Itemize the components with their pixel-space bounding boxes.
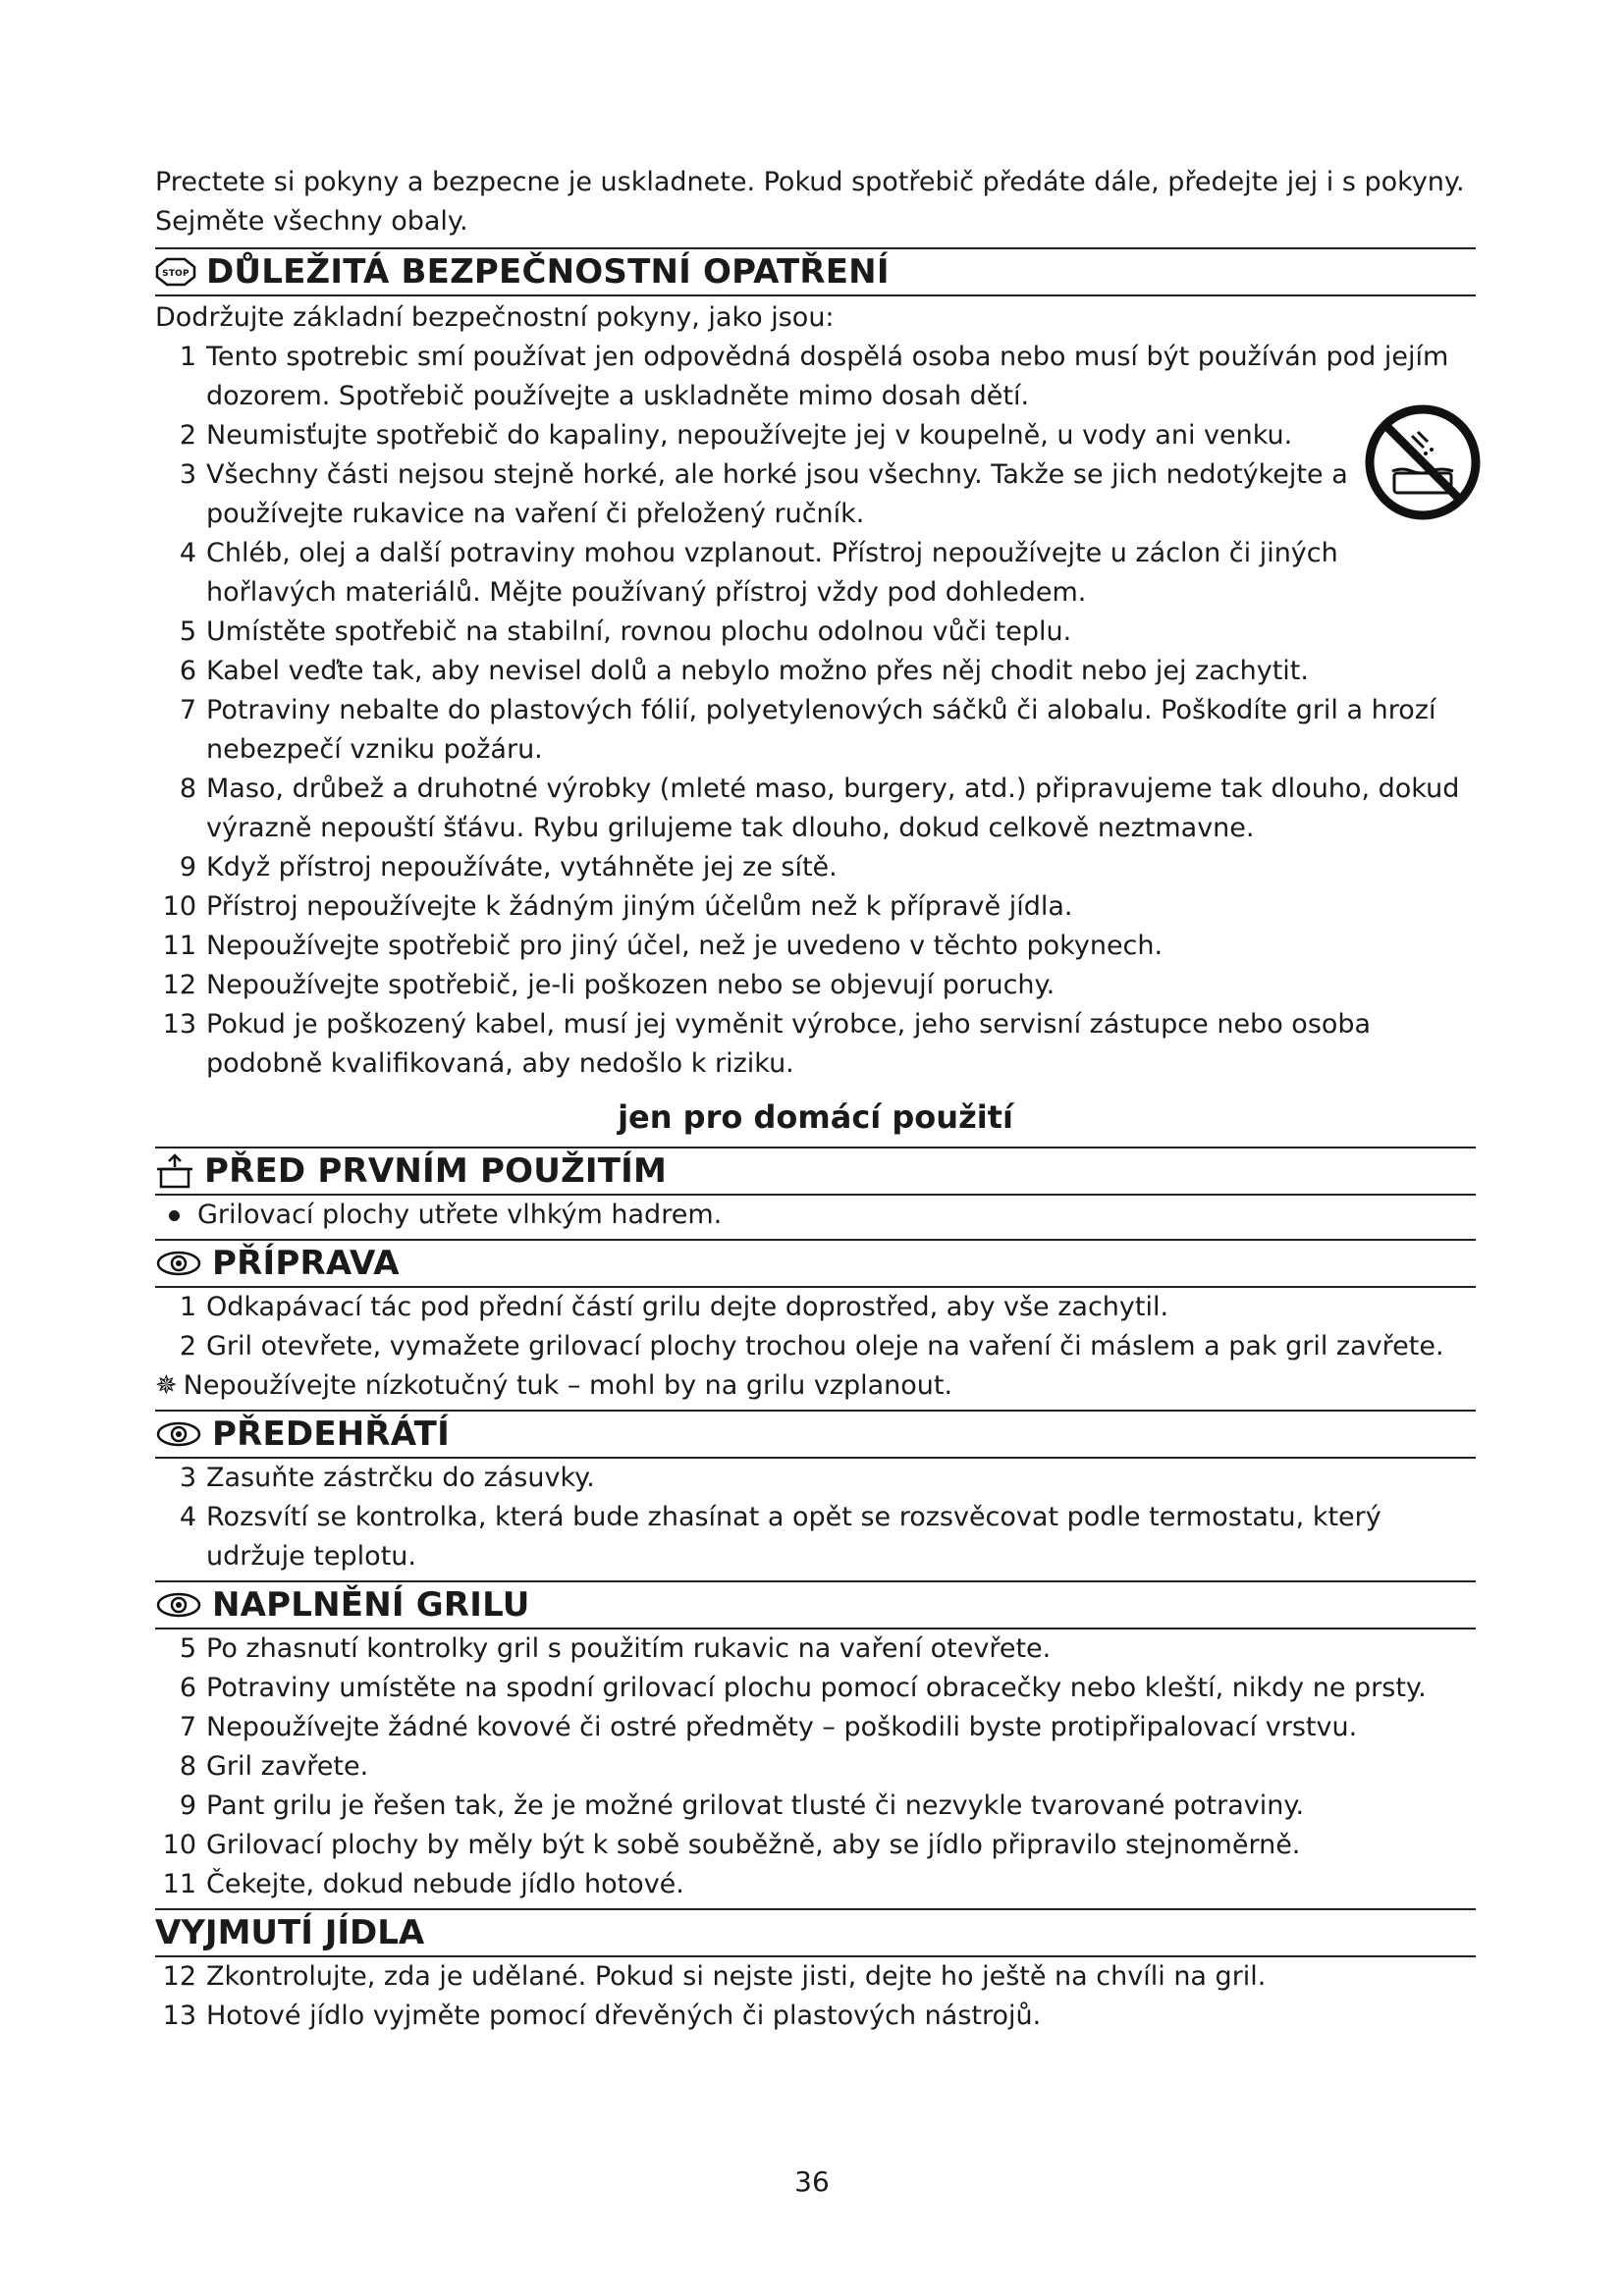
list-item: 12 Zkontrolujte, zda je udělané. Pokud si nejste jisti, dejte ho ještě na chvíli na gril. (162, 1961, 1267, 1992)
list-item: 3 Všechny části nejsou stejně horké, ale horké jsou všechny. Takže se jich nedotýkejte a používejte rukavice na vaření či přeložený ručník. (179, 459, 1348, 529)
list-item: 11 Čekejte, dokud nebude jídlo hotové. (162, 1869, 684, 1899)
warning-star-icon: ✵ (155, 1370, 178, 1401)
list-item: 5 Umístěte spotřebič na stabilní, rovnou plochu odolnou vůči teplu. (179, 616, 1072, 647)
page-number: 36 (794, 2165, 830, 2198)
list-item: 6 Potraviny umístěte na spodní grilovací plochu pomocí obracečky nebo kleští, nikdy ne prsty. (179, 1673, 1427, 1703)
preheat-title: PŘEDEHŘÁTÍ (212, 1415, 450, 1454)
list-item: 1 Tento spotrebic smí používat jen odpovědná dospělá osoba nebo musí být používán pod jejím dozorem. Spotřebič používejte a uskladněte mimo dosah dětí. (179, 342, 1449, 411)
list-item: 7 Nepoužívejte žádné kovové či ostré předměty – poškodili byste protipřipalovací vrstvu. (179, 1712, 1358, 1742)
stop-icon-label: STOP (162, 269, 189, 279)
preheat-list (155, 1459, 1476, 1576)
list-item: 2 Gril otevřete, vymažete grilovací plochy trochou oleje na vaření či máslem a pak gril zavřete. (179, 1331, 1444, 1362)
stop-icon (155, 257, 196, 287)
before-first-use-title: PŘED PRVNÍM POUŽITÍM (204, 1151, 667, 1191)
preparation-heading (155, 1239, 1476, 1288)
before-first-use-heading (155, 1147, 1476, 1196)
preparation-list (155, 1288, 1476, 1366)
safety-list (155, 338, 1476, 1084)
list-item: 13 Hotové jídlo vyjměte pomocí dřevěných či plastových nástrojů. (162, 2001, 1042, 2031)
list-item: 9 Pant grilu je řešen tak, že je možné grilovat tlusté či nezvykle tvarované potraviny. (179, 1790, 1305, 1821)
preheat-heading (155, 1410, 1476, 1459)
removal-title: VYJMUTÍ JÍDLA (155, 1913, 425, 1952)
list-item: 2 Neumisťujte spotřebič do kapaliny, nepoužívejte jej v koupelně, u vody ani venku. (179, 420, 1293, 451)
list-item: 12 Nepoužívejte spotřebič, je-li poškozen nebo se objevují poruchy. (162, 970, 1056, 1000)
list-item: 11 Nepoužívejte spotřebič pro jiný účel, než je uvedeno v těchto pokynech. (162, 931, 1164, 961)
list-item: 5 Po zhasnutí kontrolky gril s použitím rukavic na vaření otevřete. (179, 1633, 1052, 1664)
box-open-icon (155, 1153, 194, 1189)
filling-title: NAPLNĚNÍ GRILU (212, 1585, 530, 1625)
no-water-icon (1363, 402, 1483, 526)
safety-heading (155, 247, 1476, 296)
preparation-title: PŘÍPRAVA (212, 1244, 400, 1283)
eye-icon (155, 1250, 202, 1277)
list-item: 7 Potraviny nebalte do plastových fólií, polyetylenových sáčků či alobalu. Poškodíte gril a hrozí nebezpečí vzniku požáru. (179, 695, 1436, 765)
safety-title: DŮLEŽITÁ BEZPEČNOSTNÍ OPATŘENÍ (206, 252, 890, 292)
list-item: 13 Pokud je poškozený kabel, musí jej vyměnit výrobce, jeho servisní zástupce nebo osoba podobně kvalifikovaná, aby nedošlo k riziku. (162, 1009, 1372, 1079)
preparation-warning: ✵ Nepoužívejte nízkotučný tuk – mohl by na grilu vzplanout. (155, 1370, 953, 1401)
removal-list (155, 1957, 1476, 2036)
list-item: 10 Grilovací plochy by měly být k sobě souběžně, aby se jídlo připravilo stejnoměrně. (162, 1830, 1301, 1860)
list-item: 1 Odkapávací tác pod přední částí grilu dejte doprostřed, aby vše zachytil. (179, 1292, 1169, 1322)
bullet-dot (169, 1210, 180, 1221)
intro-text: Prectete si pokyny a bezpecne je uskladnete. Pokud spotřebič předáte dále, předejte jej i s pokyny. Sejměte všechny obaly. (155, 167, 1465, 237)
list-item: 3 Zasuňte zástrčku do zásuvky. (179, 1463, 595, 1493)
removal-heading (155, 1908, 1476, 1957)
filling-list (155, 1629, 1476, 1904)
list-item: 10 Přístroj nepoužívejte k žádným jiným účelům než k přípravě jídla. (162, 891, 1073, 922)
household-note: jen pro domácí použití (618, 1098, 1013, 1136)
list-item: 6 Kabel veďte tak, aby nevisel dolů a nebylo možno přes něj chodit nebo jej zachytit. (179, 656, 1309, 686)
list-item: 8 Maso, drůbež a druhotné výrobky (mleté maso, burgery, atd.) připravujeme tak dlouho, dokud výrazně nepouští šťávu. Rybu grilujeme tak dlouho, dokud celkově neztmavne. (179, 774, 1460, 843)
list-item: 4 Chléb, olej a další potraviny mohou vzplanout. Přístroj nepoužívejte u záclon či jiných hořlavých materiálů. Mějte používaný přístroj vždy pod dohledem. (179, 538, 1338, 608)
eye-icon (155, 1420, 202, 1448)
before-first-use-bullet: Grilovací plochy utřete vlhkým hadrem. (155, 1196, 1476, 1235)
safety-lead: Dodržujte základní bezpečnostní pokyny, jako jsou: (155, 302, 835, 333)
list-item: 4 Rozsvítí se kontrolka, která bude zhasínat a opět se rozsvěcovat podle termostatu, který udržuje teplotu. (179, 1502, 1381, 1572)
list-item: 9 Když přístroj nepoužíváte, vytáhněte jej ze sítě. (179, 852, 838, 882)
list-item: 8 Gril zavřete. (179, 1751, 369, 1782)
eye-icon (155, 1591, 202, 1619)
manual-page (155, 163, 1476, 2036)
filling-heading (155, 1580, 1476, 1629)
